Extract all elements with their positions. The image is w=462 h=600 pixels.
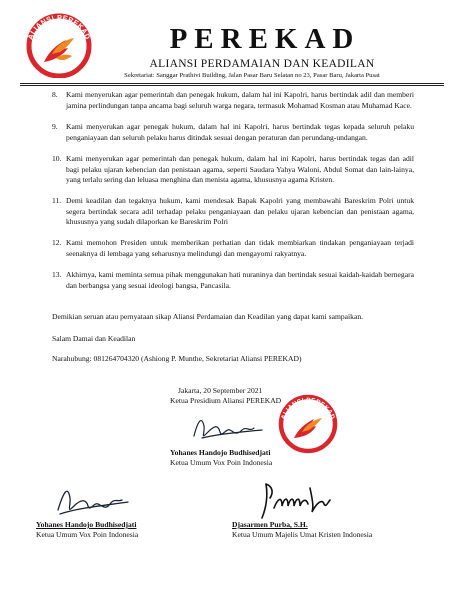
- signatory-title: Ketua Umum Vox Poin Indonesia: [36, 530, 139, 540]
- signature-right-icon: [258, 478, 336, 522]
- signoff-role: Ketua Presidium Aliansi PEREKAD: [170, 396, 282, 406]
- stamp-logo-icon: [276, 392, 340, 456]
- item-number: 8.: [52, 90, 58, 99]
- signoff-title: Ketua Umum Vox Poin Indonesia: [170, 458, 273, 468]
- item-number: 10.: [52, 154, 62, 163]
- item-text: Kami menyerukan agar pemerintah dan penegak hukum, dalam hal ini Kapolri, harus bertindak tegas dan adil bagi pelaku ujaran kebencian dan penistaan agama, seperti Saudara Yahya Waloni, Abdul Somat dan lain-lainya, yang terlalu sering dan leluasa menghina dan menista agama, khususnya agama Kristen.: [66, 154, 414, 185]
- list-item: [52, 196, 414, 228]
- signoff-signatory: [170, 448, 320, 469]
- list-item: [52, 154, 414, 186]
- signatory-name: Djasarmen Purba, S.H.: [232, 520, 308, 529]
- header-rule-top: [20, 83, 444, 84]
- contact-line: Narahubung: 081264704320 (Ashiong P. Munthe, Sekretariat Aliansi PEREKAD): [52, 354, 302, 363]
- org-fullname: ALIANSI PERDAMAIAN DAN KEADILAN: [149, 58, 375, 70]
- org-name: PEREKAD: [169, 23, 361, 55]
- signatory-title: Ketua Umum Majelis Umat Kristen Indonesia: [232, 530, 373, 540]
- place-date: Jakarta, 20 September 2021: [178, 386, 263, 395]
- list-item: [52, 122, 414, 143]
- signatory-name: Yohanes Handojo Budhisedjati: [36, 520, 137, 529]
- signatory-left: [36, 520, 206, 541]
- svg-text:ALIANSI PEREKAD: ALIANSI PEREKAD: [280, 396, 336, 421]
- item-text: Kami menyerukan agar pemerintah dan penegak hukum, dalam hal ini Kapolri, harus bertindak adil dan memberi jamina perlindungan tanpa ancama bagi seluruh warga negara, termasuk Mohamad Kosman atau Muhamad Kace.: [66, 90, 414, 110]
- list-item: [52, 238, 414, 259]
- item-text: Kami memohon Presiden untuk memberikan perhatian dan tidak membiarkan tindakan penganiayaan terjadi seenaknya di lembaga yang seharusnya melindungi dan mengayomi rakyatnya.: [66, 238, 414, 258]
- header-rule-bottom: [20, 85, 444, 86]
- signature-center-icon: [188, 410, 268, 446]
- item-number: 12.: [52, 238, 62, 247]
- perekad-logo-icon: [22, 10, 96, 78]
- signature-left-icon: [52, 480, 132, 520]
- list-item: [52, 90, 414, 111]
- item-number: 11.: [52, 196, 62, 205]
- item-text: Akhirnya, kami meminta semua pihak menggunakan hati nuraninya dan bertindak sesuai kaidah-kaidah bernegara dan berbangsa yang sesuai ideologi bangsa, Pancasila.: [66, 270, 414, 290]
- signoff-name: Yohanes Handojo Budhisedjati: [170, 448, 271, 457]
- closing-statement: Demikian seruan atau pernyataan sikap Aliansi Perdamaian dan Keadilan yang dapat kami sampaikan.: [52, 312, 364, 321]
- closing-greeting: Salam Damai dan Keadilan: [52, 334, 136, 343]
- signatory-right: [232, 520, 442, 541]
- item-number: 13.: [52, 270, 62, 279]
- list-item: [52, 270, 414, 291]
- org-address: Sekretariat: Sanggar Prathivi Building, Jalan Pasar Baru Selatan no 23, Pasar Baru, Jakarta Pusat: [124, 72, 380, 79]
- svg-text:ALIANSI PEREKAD: ALIANSI PEREKAD: [25, 12, 93, 41]
- item-number: 9.: [52, 122, 58, 131]
- item-text: Demi keadilan dan tegaknya hukum, kami mendesak Bapak Kapolri yang membawahi Bareskrim Polri untuk segera bertindak secara adil terhadap pelaku penganiayaan dan pelaku ujaran kebencian dan penistaan agama, khususnya yang sudah dilaporkan ke Bareskrim Polri: [66, 196, 414, 227]
- item-text: Kami menyerukan agar penegak hukum, dalam hal ini Kapolri, harus bertindak tegas kepada seluruh pelaku penganiayaan dan seluruh pelaku harus ditindak sesuai dengan peraturan dan perundang-undangan.: [66, 122, 414, 142]
